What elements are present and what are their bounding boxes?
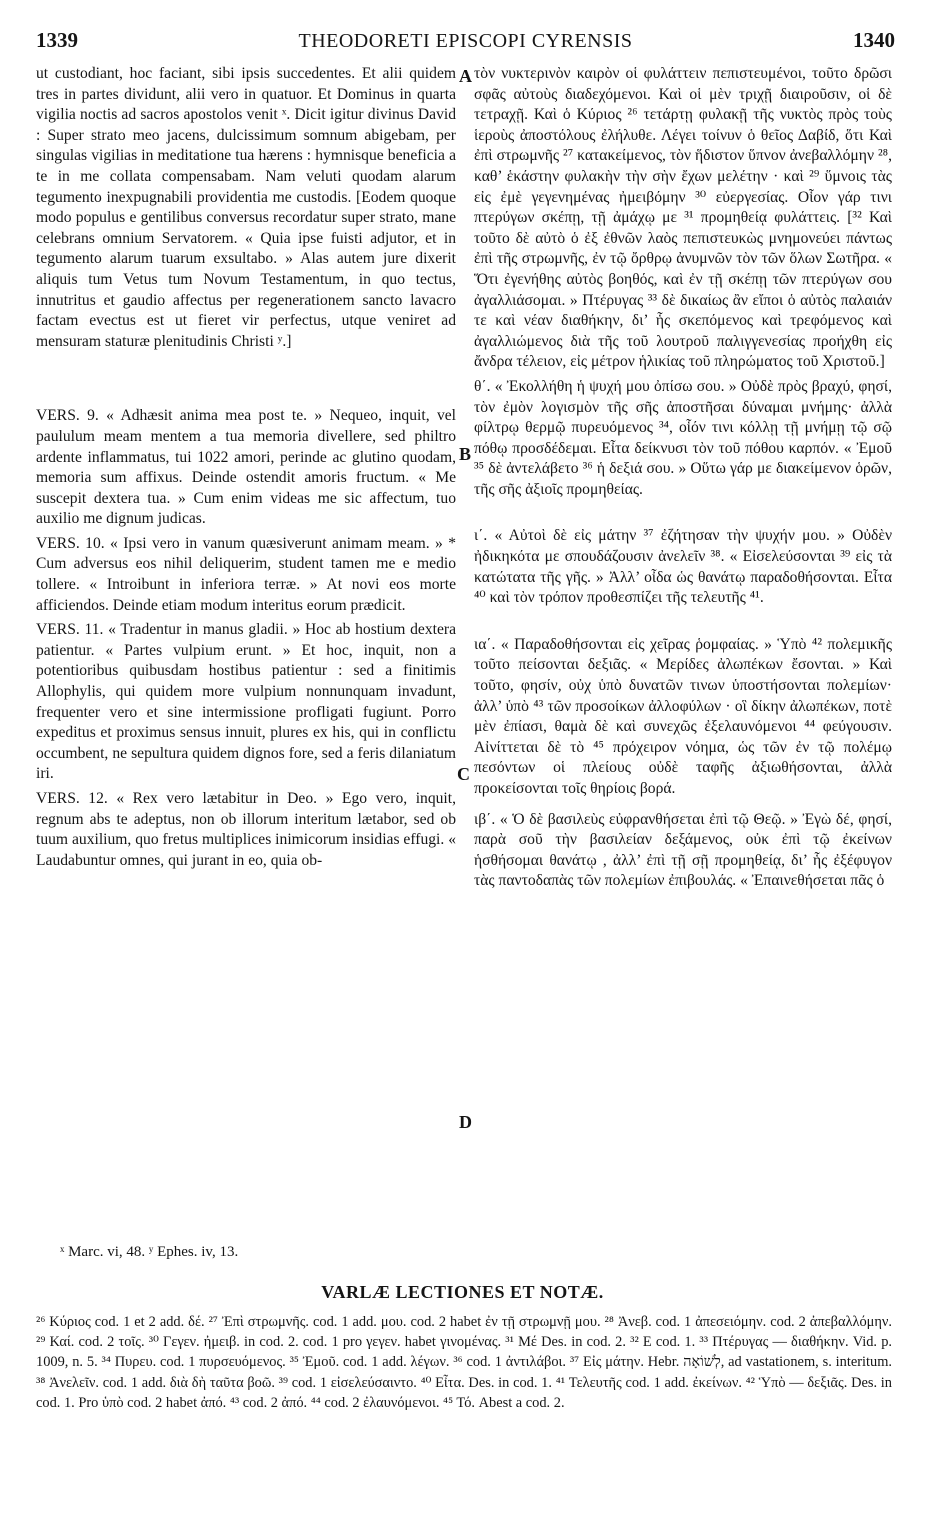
latin-column — [36, 64, 456, 871]
margin-marker-c: C — [457, 764, 470, 784]
greek-paragraph: ια΄. « Παραδοθήσονται εἰς χεῖρας ῥομφαίας. » Ὑπὸ ⁴² πολεμικῆς τοῦτο πείσονται δεξιᾶς. « Μερίδες ἀλωπέκων ἔσονται. » Καὶ τοῦτο, φησίν, οὐχ ὑπὸ δυνατῶν τινων ὑποστήσονται πολεμίων· ἀλλ’ ὑπὸ ⁴³ τῶν προσοίκων ἀλλοφύλων · οἳ δίκην ἀλωπέκων, ποτὲ μὲν ἐπίασι, θαμὰ δὲ καὶ συνεχῶς ἐξελαυνόμενοι ⁴⁴ φεύγουσιν. Αἰνίττεται δὲ τὸ ⁴⁵ πρόχειρον νόημα, ὡς τῶν ἐν τῷ πολέμῳ πεσόντων οἱ πλείους οὐδὲ ταφῆς ἀξιωθήσονται, ἀλλὰ προκείσονται τοῖς θηρίοις βορά. — [474, 635, 892, 797]
scripture-footnotes: ˣ Marc. vi, 48. ʸ Ephes. iv, 13. — [60, 1244, 239, 1260]
latin-paragraph: VERS. 9. « Adhæsit anima mea post te. » Nequeo, inquit, vel paululum meam mentem a tua memoria divellere, sed philtro ardente inflammatus, tui 1022 amori, perinde ac glutino quodam, memoria sum affixus. Deinde ostendit amoris fructum. « Me suscepit dextera tua. » Cum enim videas me sic affectum, tuo auxilio me dignum judicas. — [36, 407, 456, 528]
page-number-right: 1340 — [853, 28, 895, 52]
latin-paragraph: VERS. 12. « Rex vero lætabitur in Deo. » Ego vero, inquit, regnum abs te adeptus, non ob illorum interitum lætabor, sed ob tuum auxilium, quo fretus multiplices inimicorum insidias effugi. « Laudabuntur omnes, qui jurant in eo, quia ob- — [36, 790, 456, 869]
greek-column — [474, 64, 892, 892]
latin-paragraph: VERS. 11. « Tradentur in manus gladii. » Hoc ab hostium dextera patientur. « Partes vulpium erunt. » Et hoc, inquit, non a potentioribus quibusdam hostibus patientur : sed a finitimis Allophylis, qui quidem more vulpium nonnunquam invadunt, frequenter vero et sine intermissione profligati fugiunt. Porro expeditus et proximus sensus innuit, plures ex his, qui in conflictu occumbent, ne sepultura quidem dignos fore, sed a feris dilaniatum iri. — [36, 621, 456, 783]
latin-paragraph: VERS. 10. « Ipsi vero in vanum quæsiverunt animam meam. » * Cum adversus eos nihil deliquerim, student tamen me e medio tollere. « Introibunt in inferiora terræ. » At novi eos morte afficiendos. Deinde etiam modum interitus eorum prædicit. — [36, 534, 456, 614]
greek-paragraph: ι΄. « Αὐτοὶ δὲ εἰς μάτην ³⁷ ἐζήτησαν τὴν ψυχήν μου. » Οὐδὲν ἠδικηκότα με σπουδάζουσιν ἀνελεῖν ³⁸. « Εἰσελεύσονται ³⁹ εἰς τὰ κατώτατα τῆς γῆς. » Ἀλλ’ οἶδα ὡς θανάτῳ παραδοθήσονται. Εἶτα ⁴⁰ καὶ τὸν τρόπον προθεσπίζει τῆς τελευτῆς ⁴¹. — [474, 527, 892, 607]
greek-paragraph: ιβ΄. « Ὁ δὲ βασιλεὺς εὐφρανθήσεται ἐπὶ τῷ Θεῷ. » Ἐγὼ δέ, φησί, παρὰ σοῦ τὴν βασιλείαν δεξάμενος, οὐκ ἐπὶ τῷ ἐκείνων ἡσθήσομαι θανάτῳ , ἀλλ’ ἐπὶ τῇ σῇ προμηθείᾳ, δι’ ἧς ἐξέφυγον τὰς παντοδαπὰς τῶν πολεμίων ἐπιβουλάς. « Ἐπαινεθήσεται πᾶς ὁ — [474, 810, 892, 890]
margin-marker-d: D — [459, 1112, 472, 1132]
latin-paragraph: ut custodiant, hoc faciant, sibi ipsis succedentes. Et alii quidem tres in partes dividunt, alii vero in quatuor. Et Dominus in quarta vigilia noctis ad sacros apostolos venit ˣ. Dicit igitur divinus David : Super strato meo jacens, dulcissimum somnum abigebam, per singulas vigilias in meditatione tua hærens : hymnisque beneficia a te in me collata compensabam. Nam veluti quodam alarum tegumento inexpugnabili providentia me custodis. [Eodem quoque modo populus e gentilibus conversus recordatur super strato, mane celebrans omnium Servatorem. « Quia ipse fuisti adjutor, et in tegumento alarum tuarum exsultabo. » Alas autem jure dixerit aliquis tum Vetus tum Novum Testamentum, in quo tectus, innutritus et gaudio affectus per regenerationem sancto lavacro factam evectus est ut fieret vir perfectus, utque veniret ad mensuram staturæ plenitudinis Christi ʸ.] — [36, 65, 456, 350]
running-title: THEODORETI EPISCOPI CYRENSIS — [298, 30, 633, 52]
notes-text: ²⁶ Κύριος cod. 1 et 2 add. δέ. ²⁷ Ἐπὶ στρωμνῆς. cod. 1 add. μου. cod. 2 habet ἐν τῇ στρωμνῇ μου. ²⁸ Ἀνεβ. cod. 1 ἀπεσειόμην. cod. 2 ἀπεβαλλόμην. ²⁹ Καί. cod. 2 τοῖς. ³⁰ Γεγεν. ἠμειβ. in cod. 2. cod. 1 pro γεγεν. habet γινομένας. ³¹ Μέ Des. in cod. 2. ³² E cod. 1. ³³ Πτέρυγας — διαθήκην. Vid. p. 1009, n. 5. ³⁴ Πυρευ. cod. 1 πυρσευόμενος. ³⁵ Ἐμοῦ. cod. 1 add. λέγων. ³⁶ cod. 1 ἀντιλάβοι. ³⁷ Εἰς μάτην. Hebr. לְשׁוֹאָה, ad vastationem, s. interitum. ³⁸ Ἀνελεῖν. cod. 1 add. διὰ δὴ ταῦτα βοῶ. ³⁹ cod. 1 εἰσελεύσαιντο. ⁴⁰ Εἶτα. Des. in cod. 1. ⁴¹ Τελευτῆς cod. 1 add. ἐκείνων. ⁴² Ὑπὸ — δεξιᾶς. Des. in cod. 1. Pro ὑπὸ cod. 2 habet ἀπό. ⁴³ cod. 2 ἀπό. ⁴⁴ cod. 2 ἐλαυνόμενοι. ⁴⁵ Τό. Abest a cod. 2. — [36, 1314, 892, 1411]
variant-readings — [36, 1312, 892, 1413]
greek-paragraph: θ΄. « Ἐκολλήθη ἡ ψυχή μου ὀπίσω σου. » Οὐδὲ πρὸς βραχύ, φησί, τὸν ἐμὸν λογισμὸν τῆς σῆς ἀποστῆσαι δύναμαι μνήμης· ἀλλὰ φίλτρῳ θερμῷ πυρευόμενος ³⁴, οἷόν τινι κόλλῃ τῇ μνήμῃ τῷ σῷ πόθῳ προσδέδεμαι. Εἶτα δείκνυσι τὸν τοῦ πόθου καρπόν. « Ἐμοῦ ³⁵ δὲ ἀντελάβετο ³⁶ ἡ δεξιά σου. » Οὕτω γάρ με διακείμενον ὁρῶν, τῆς σῆς ἀξιοῖς προμηθείας. — [474, 377, 892, 498]
page-header — [36, 28, 895, 58]
margin-marker-a: A — [459, 66, 472, 86]
margin-marker-b: B — [459, 444, 472, 464]
greek-paragraph: τὸν νυκτερινὸν καιρὸν οἱ φυλάττειν πεπιστευμένοι, τοῦτο δρῶσι σφᾶς αὐτοὺς διαδεχόμενοι. Καὶ οἱ μὲν τριχῇ διαιροῦσιν, οἱ δὲ τετραχῇ. Καὶ ὁ Κύριος ²⁶ τετάρτῃ φυλακῇ τῆς νυκτὸς πρὸς τοὺς ἱεροὺς ἀποστόλους ἐλήλυθε. Λέγει τοίνυν ὁ θεῖος Δαβίδ, ὅτι Καὶ ἐπὶ στρωμνῆς ²⁷ κατακείμενος, τὸν ἥδιστον ὕπνον ἀνεβαλλόμην ²⁸, καθ’ ἑκάστην φυλακὴν τὴν σὴν ἔχων μελέτην · καὶ ²⁹ ὕμνοις τὰς εἰς ἐμὲ γεγενημένας ἠμειβόμην ³⁰ εὐεργεσίας. Οἷον γάρ τινι πτερύγων σκέπῃ, τῇ ἀμάχῳ με ³¹ προμηθείᾳ φυλάττεις. [³² Καὶ τοῦτο δὲ αὐτὸ ὁ ἐξ ἐθνῶν λαὸς πεπιστευκὼς μνημονεύει πάντως ἐπὶ τῆς στρωμνῆς, ἐν τῷ ὄρθρῳ ἀνυμνῶν τὸν τῶν ὅλων Σωτῆρα. « Ὅτι ἐγενήθης αὐτὸς βοηθός, καὶ ἐν τῇ σκέπῃ τῶν πτερύγων σου ἀγαλλιάσομαι. » Πτέρυγας ³³ δὲ δικαίως ἂν εἴποι ὁ αὐτὸς παλαιάν τε καὶ νέαν διαθήκην, δι’ ἧς σκεπόμενος καὶ τρεφόμενος καὶ ἀγαλλιώμενος διὰ τῆς τοῦ λουτροῦ παλιγγενεσίας προήχθη εἰς ἄνδρα τέλειον, εἰς μέτρον ἡλικίας τοῦ πληρώματος τοῦ Χριστοῦ.] — [474, 65, 892, 371]
notes-heading: VARLÆ LECTIONES ET NOTÆ. — [321, 1282, 604, 1302]
page-number-left: 1339 — [36, 28, 78, 52]
